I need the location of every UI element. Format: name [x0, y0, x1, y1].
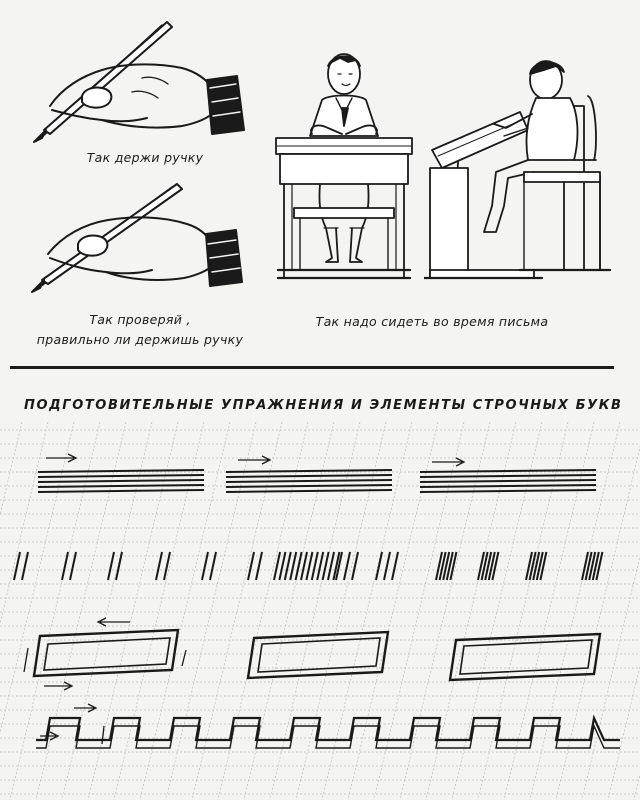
slanted-stroke: [317, 552, 323, 580]
section-heading: ПОДГОТОВИТЕЛЬНЫЕ УПРАЖНЕНИЯ И ЭЛЕМЕНТЫ СТРОЧНЫХ БУКВ: [24, 398, 623, 413]
arrow-icon: [74, 704, 96, 712]
arrow-icon: [98, 618, 130, 626]
slanted-strokes-row: [14, 552, 602, 580]
slanted-stroke: [274, 552, 280, 580]
slanted-stroke: [62, 552, 68, 580]
caption-check-line1: Так проверяй ,: [89, 312, 191, 327]
arrow-icon: [46, 454, 76, 462]
horizontal-lines-group-1: [38, 454, 204, 492]
slanted-stroke: [290, 552, 296, 580]
horizontal-lines-group-2: [226, 456, 392, 492]
arrow-icon: [238, 456, 270, 464]
slanted-stroke: [376, 552, 382, 580]
slanted-stroke: [248, 552, 254, 580]
slanted-stroke: [116, 552, 122, 580]
slanted-stroke: [285, 552, 291, 580]
slanted-stroke: [256, 552, 262, 580]
rectangle-exercise-2: [248, 632, 388, 678]
slanted-stroke: [22, 552, 28, 580]
slanted-stroke: [384, 552, 390, 580]
arrow-icon: [432, 458, 464, 466]
caption-sit: Так надо сидеть во время письма: [315, 314, 549, 329]
rectangle-exercise-1: [24, 618, 186, 690]
slanted-stroke: [14, 552, 20, 580]
arrow-icon: [182, 650, 186, 666]
slanted-stroke: [312, 552, 318, 580]
slanted-stroke: [352, 552, 358, 580]
rectangle-exercise-3: [450, 634, 600, 680]
slanted-stroke: [323, 552, 329, 580]
horizontal-lines-group-3: [420, 458, 596, 492]
slanted-stroke: [164, 552, 170, 580]
slanted-stroke: [306, 552, 312, 580]
slanted-stroke: [344, 552, 350, 580]
meander-exercise: [36, 704, 620, 748]
caption-check-line2: правильно ли держишь ручку: [36, 332, 244, 347]
slanted-stroke: [202, 552, 208, 580]
slanted-stroke: [156, 552, 162, 580]
slanted-stroke: [108, 552, 114, 580]
slanted-stroke: [279, 552, 285, 580]
slanted-stroke: [296, 552, 302, 580]
arrow-icon: [24, 648, 28, 672]
slanted-stroke: [70, 552, 76, 580]
slanted-stroke: [301, 552, 307, 580]
slanted-stroke: [328, 552, 334, 580]
slanted-stroke: [210, 552, 216, 580]
arrow-icon: [102, 726, 104, 744]
slanted-stroke: [392, 552, 398, 580]
caption-hold-pen: Так держи ручку: [86, 150, 204, 165]
arrow-icon: [44, 682, 72, 690]
